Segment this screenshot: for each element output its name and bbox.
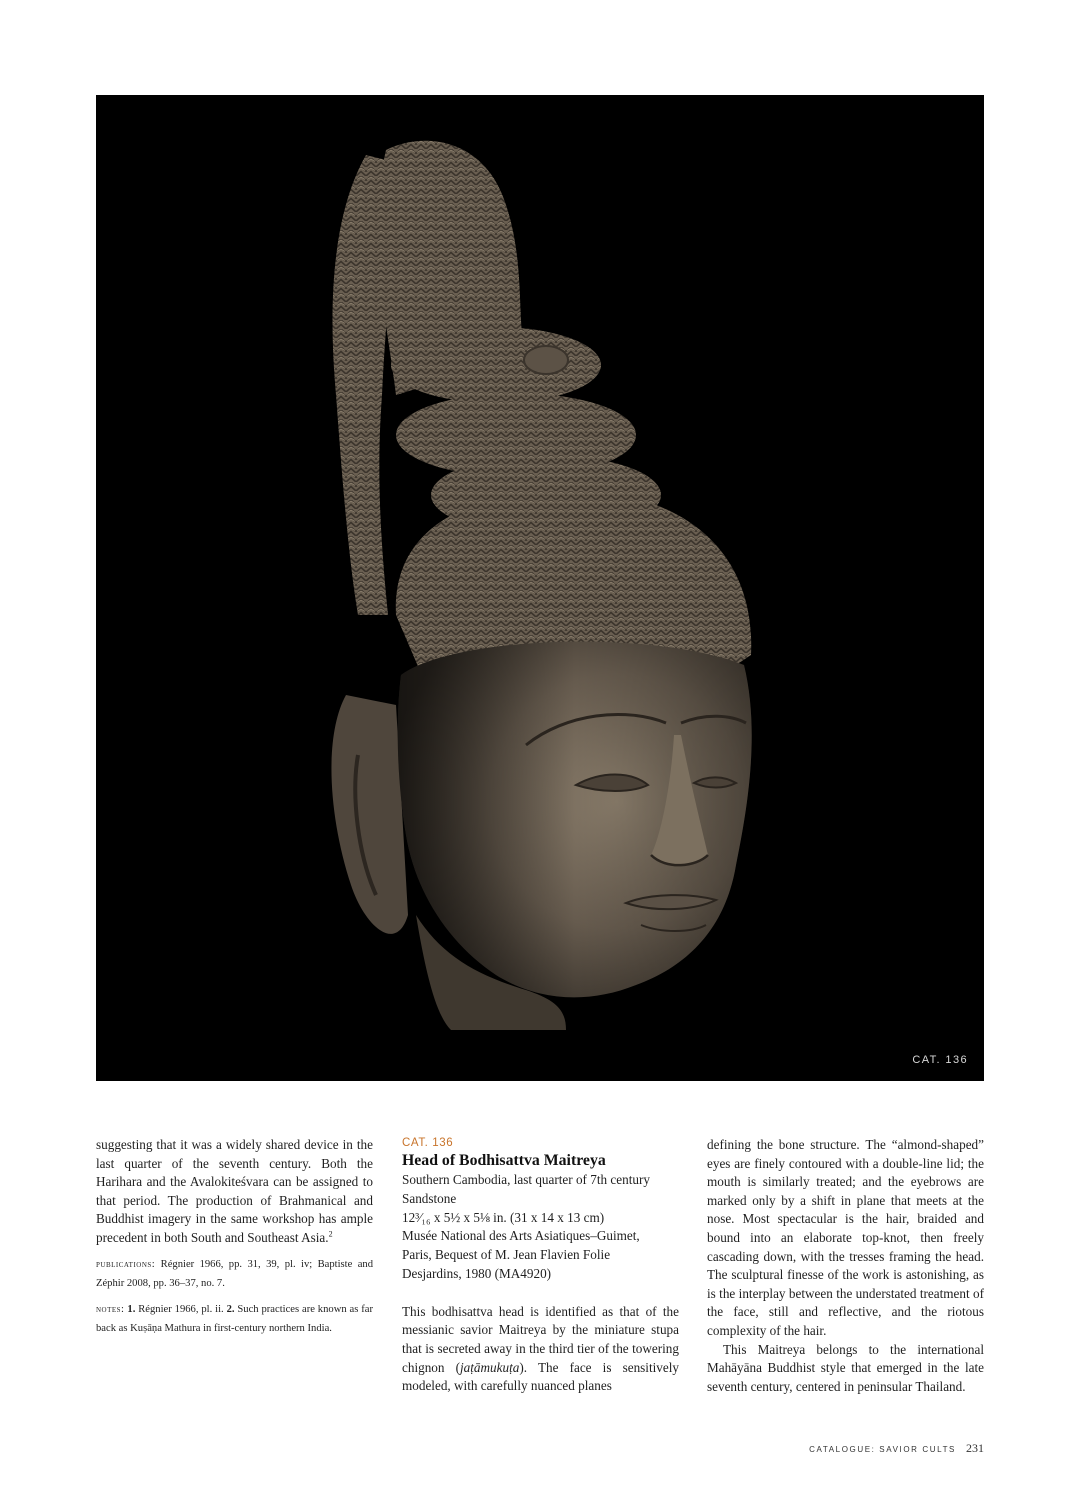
object-title: Head of Bodhisattva Maitreya: [402, 1152, 606, 1169]
object-metadata: [402, 1171, 679, 1284]
continued-paragraph: [96, 1136, 373, 1248]
publications-label: publications:: [96, 1258, 156, 1270]
note-1-number: 1.: [127, 1303, 136, 1315]
paragraph-text: suggesting that it was a widely shared device in the last quarter of the seventh century. Both the Harihara and the Avalokiteśvara can be assigned to that period. The production of Brahmanical and Buddhist imagery in the same workshop has ample precedent in both South and Southeast Asia.: [96, 1137, 373, 1245]
metadata-line: Paris, Bequest of M. Jean Flavien Folie: [402, 1247, 611, 1263]
body-text-end: ). The face is sensitively modeled, with carefully nuanced planes: [402, 1359, 679, 1394]
body-paragraph-1: defining the bone structure. The “almond-shaped” eyes are finely contoured with a double-line lid; the mouth is similarly treated; and the eyebrows are marked only by a shift in plane that meets at the nose. Most spectacular is the hair, braided and bound into an elaborate top-knot, then freely cascading down, with the tresses framing the head. The sculptural finesse of the work is astonishing, as is the interplay between the understated treatment of the face, still and reflective, and the riotous complexity of the hair.: [707, 1137, 984, 1338]
metadata-line: 12³⁄₁₆ x 5½ x 5⅛ in. (31 x 14 x 13 cm): [402, 1209, 605, 1225]
left-column: [96, 1136, 373, 1338]
note-2-text: Such practices are known as far back as Kuṣāṇa Mathura in first-century northern India.: [96, 1303, 373, 1334]
note-1-text: Régnier 1966, pl. ii.: [138, 1303, 224, 1315]
metadata-line: Southern Cambodia, last quarter of 7th century: [402, 1172, 650, 1187]
middle-column: [402, 1136, 679, 1396]
sculpture-illustration: [96, 95, 984, 1081]
body-text-start: This bodhisattva head is identified as that of the messianic savior Maitreya by the miniature stupa that is secreted away in the third tier of the towering chignon (: [402, 1303, 679, 1375]
publications-text: Régnier 1966, pp. 31, 39, pl. iv; Baptiste and Zéphir 2008, pp. 36–37, no. 7.: [96, 1258, 373, 1289]
metadata-line: Desjardins, 1980 (MA4920): [402, 1265, 552, 1281]
entry-body: [402, 1303, 679, 1396]
sculpture-photo: [96, 95, 984, 1081]
notes-entry: [96, 1300, 373, 1338]
metadata-line: Musée National des Arts Asiatiques–Guimet,: [402, 1228, 640, 1244]
notes-label: notes:: [96, 1303, 125, 1315]
footnote-reference: 2: [328, 1229, 333, 1239]
publications-entry: [96, 1255, 373, 1293]
note-2-number: 2.: [226, 1303, 235, 1315]
right-column: [707, 1136, 984, 1396]
running-head: CATALOGUE: SAVIOR CULTS: [809, 1445, 956, 1454]
photo-catalogue-tag: CAT. 136: [912, 1054, 968, 1066]
catalogue-number: CAT. 136: [402, 1137, 454, 1149]
body-text-italic-term: jaṭāmukuṭa: [460, 1359, 520, 1375]
page-number: 231: [966, 1441, 984, 1455]
page-footer: [809, 1441, 984, 1456]
body-paragraph-2: This Maitreya belongs to the international Mahāyāna Buddhist style that emerged in the late seventh century, centered in peninsular Thailand.: [707, 1341, 984, 1394]
metadata-line: Sandstone: [402, 1190, 457, 1206]
